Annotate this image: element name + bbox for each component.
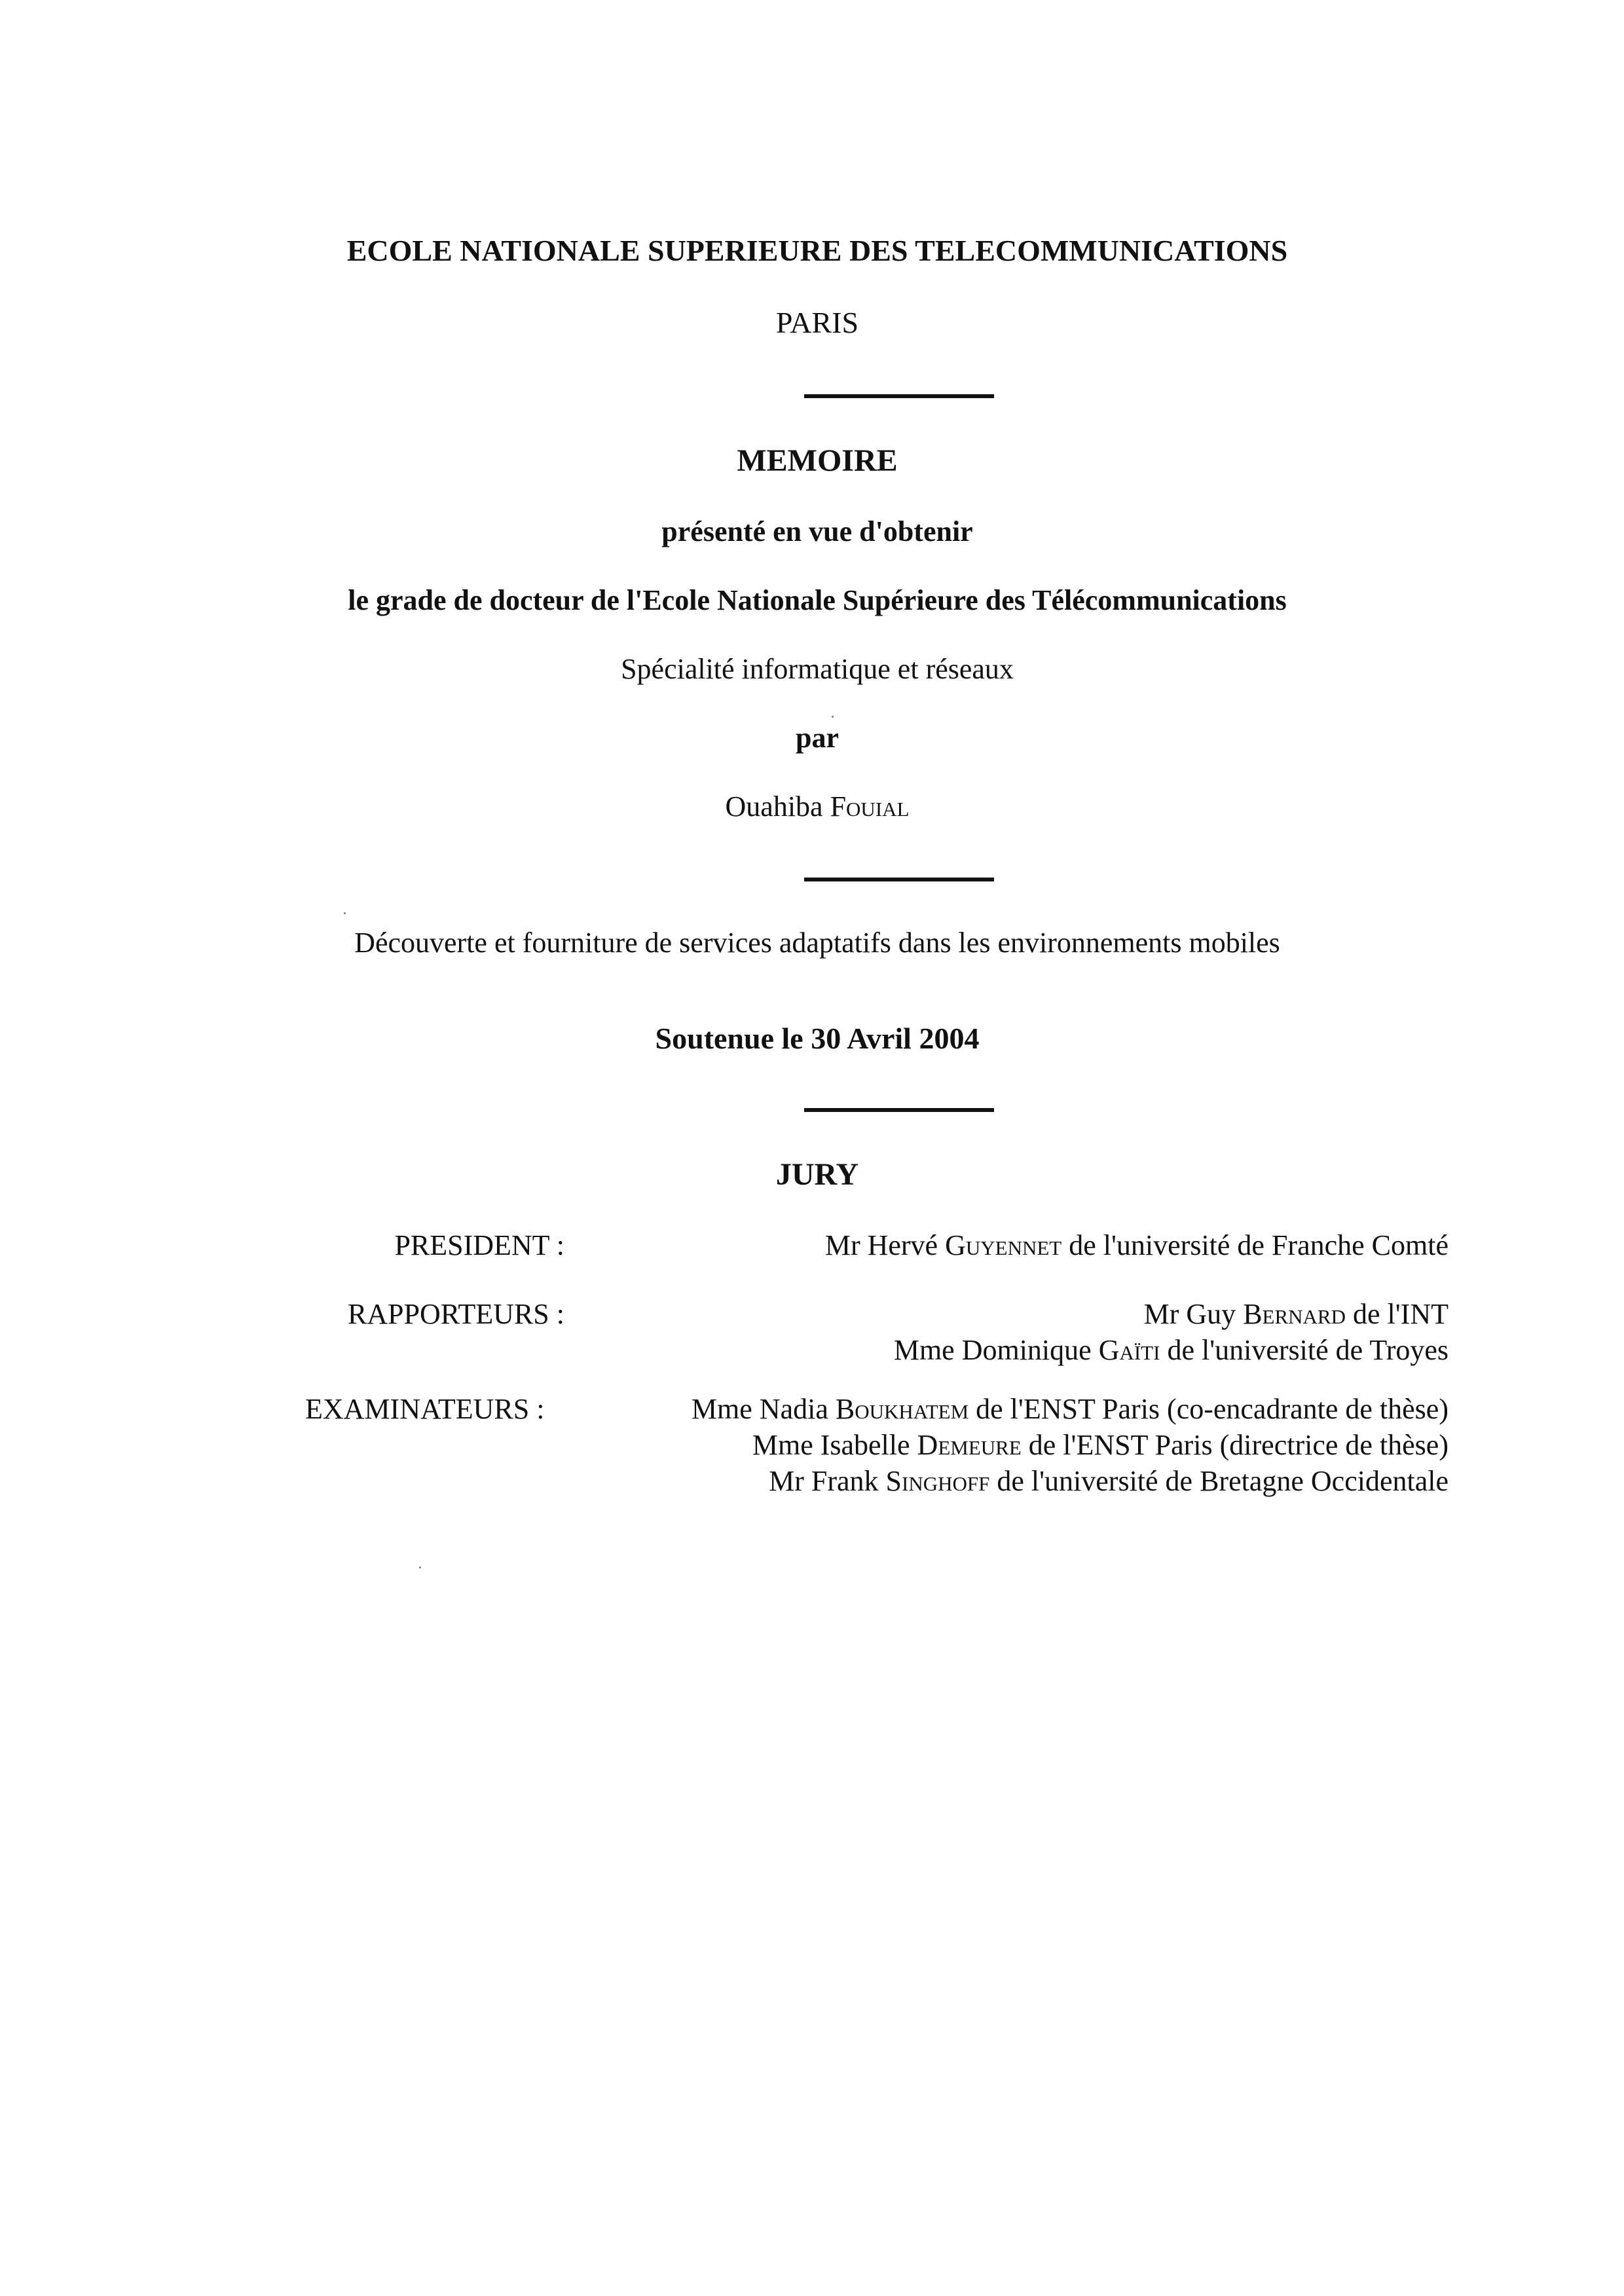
member-affiliation: de l'ENST Paris (co-encadrante de thèse) (976, 1393, 1449, 1425)
member-surname: Guyennet (945, 1229, 1062, 1261)
rapporteurs-role-label: RAPPORTEURS : (347, 1298, 564, 1330)
member-affiliation: de l'INT (1353, 1298, 1449, 1330)
examinateurs-role-label: EXAMINATEURS : (305, 1393, 545, 1425)
school-name: ECOLE NATIONALE SUPERIEURE DES TELECOMMUNICATIONS (346, 234, 1288, 267)
jury-member (894, 1336, 1449, 1365)
member-prefix: Mr Frank (769, 1465, 879, 1497)
document-type: MEMOIRE (737, 443, 898, 478)
grade-line: le grade de docteur de l'Ecole Nationale Supérieure des Télécommunications (348, 584, 1287, 616)
jury-heading: JURY (775, 1157, 859, 1192)
jury-member (825, 1231, 1449, 1260)
scan-speck (344, 912, 346, 914)
member-affiliation: de l'ENST Paris (directrice de thèse) (1028, 1429, 1449, 1461)
member-prefix: Mr Guy (1143, 1298, 1236, 1330)
scan-speck (419, 1566, 421, 1568)
city: PARIS (775, 306, 859, 339)
thesis-title: Découverte et fourniture de services adaptatifs dans les environnements mobiles (354, 927, 1280, 959)
member-affiliation: de l'université de Bretagne Occidentale (997, 1465, 1449, 1497)
member-affiliation: de l'université de Troyes (1167, 1334, 1449, 1366)
president-role-label: PRESIDENT : (394, 1229, 564, 1261)
member-prefix: Mr Hervé (824, 1229, 938, 1261)
scan-speck (832, 716, 834, 718)
defense-date: Soutenue le 30 Avril 2004 (655, 1022, 980, 1055)
jury-member (752, 1431, 1449, 1460)
by-label: par (796, 722, 839, 754)
member-prefix: Mme Dominique (893, 1334, 1092, 1366)
divider-rule (804, 878, 994, 881)
member-surname: Bernard (1243, 1298, 1346, 1330)
author-first-name: Ouahiba (725, 790, 823, 823)
specialty: Spécialité informatique et réseaux (621, 653, 1014, 685)
member-surname: Boukhatem (835, 1393, 969, 1425)
member-surname: Gaïti (1098, 1334, 1160, 1366)
member-prefix: Mme Isabelle (752, 1429, 910, 1461)
member-affiliation: de l'université de Franche Comté (1069, 1229, 1449, 1261)
jury-member (1144, 1300, 1449, 1329)
presented-line: présenté en vue d'obtenir (661, 515, 973, 547)
member-prefix: Mme Nadia (691, 1393, 828, 1425)
author-last-name: Fouial (830, 790, 910, 823)
jury-member (692, 1395, 1449, 1424)
member-surname: Singhoff (885, 1465, 990, 1497)
divider-rule (804, 1108, 994, 1112)
member-surname: Demeure (917, 1429, 1022, 1461)
author-name (5, 792, 1624, 821)
divider-rule (804, 394, 994, 398)
jury-member (769, 1467, 1449, 1496)
